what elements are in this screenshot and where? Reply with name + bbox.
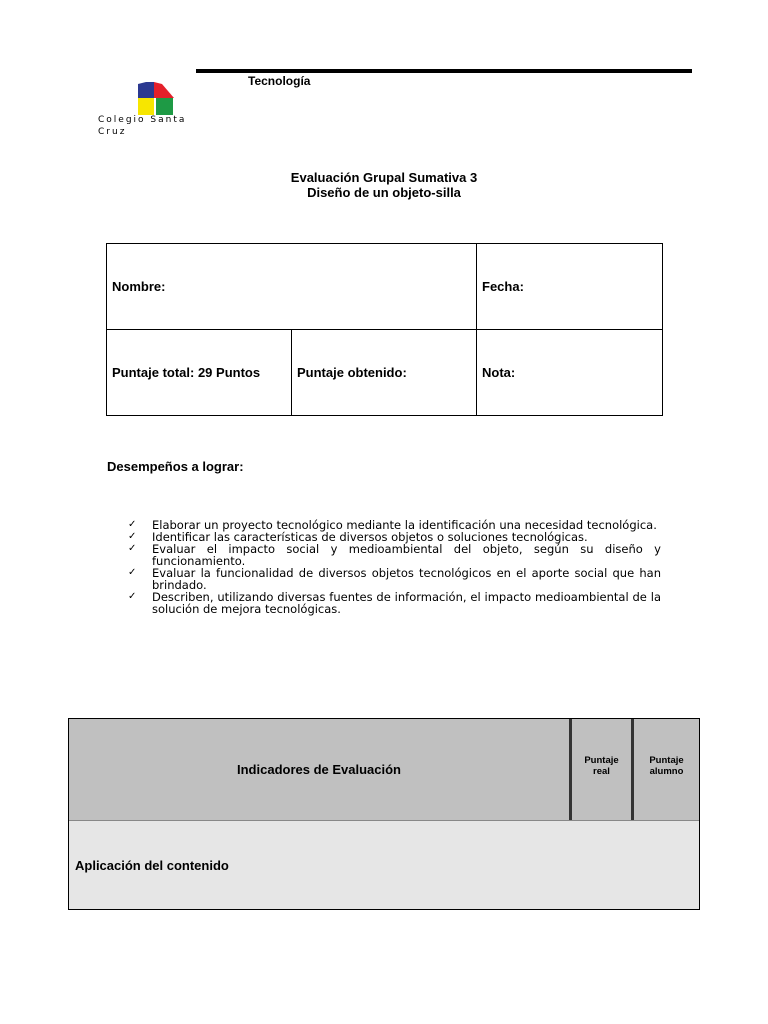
- indicadores-header: Indicadores de Evaluación: [69, 719, 572, 820]
- title-line-2: Diseño de un objeto-silla: [307, 185, 461, 200]
- table-row: [69, 820, 699, 909]
- school-caption: Colegio Santa Cruz: [98, 115, 187, 137]
- nota-cell[interactable]: Nota:: [477, 330, 663, 416]
- list-item: ✓ Identificar las características de diversos objetos o soluciones tecnológicas.: [128, 530, 588, 544]
- checkmark-icon: ✓: [128, 519, 137, 530]
- logo-roof-left: [138, 82, 146, 98]
- desempenos-title: Desempeños a lograr:: [107, 459, 244, 474]
- fecha-cell[interactable]: Fecha:: [477, 244, 663, 330]
- list-item: ✓ Evaluar el impacto social y medioambiental del objeto, según su diseño y funcionamiento.: [128, 542, 661, 568]
- student-info-table: [106, 243, 663, 416]
- desempenos-list: [128, 519, 661, 615]
- list-item: ✓ Evaluar la funcionalidad de diversos objetos tecnológicos en el aporte social que han brindado.: [128, 566, 661, 592]
- logo-yellow-block: [138, 98, 154, 115]
- puntaje-obtenido-cell[interactable]: Puntaje obtenido:: [292, 330, 477, 416]
- document-title: [0, 170, 768, 200]
- puntaje-total-cell: Puntaje total: 29 Puntos: [107, 330, 292, 416]
- evaluation-header-row: [69, 719, 699, 820]
- subject-title: Tecnología: [248, 74, 311, 88]
- nombre-cell[interactable]: Nombre:: [107, 244, 477, 330]
- checkmark-icon: ✓: [128, 543, 137, 554]
- checkmark-icon: ✓: [128, 567, 137, 578]
- title-line-1: Evaluación Grupal Sumativa 3: [290, 170, 478, 185]
- evaluation-table: [68, 718, 700, 910]
- aplicacion-contenido-cell: Aplicación del contenido: [69, 820, 699, 909]
- logo-roof-center: [146, 82, 154, 98]
- list-item: ✓ Elaborar un proyecto tecnológico mediante la identificación una necesidad tecnológica.: [128, 518, 657, 532]
- list-item: ✓ Describen, utilizando diversas fuentes de información, el impacto medioambiental de la solución de mejora tecnológicas.: [128, 590, 661, 616]
- checkmark-icon: ✓: [128, 531, 137, 542]
- checkmark-icon: ✓: [128, 591, 137, 602]
- puntaje-real-header: Puntaje real: [572, 719, 634, 820]
- header-rule: [196, 69, 692, 73]
- logo-roof-right: [154, 82, 174, 98]
- puntaje-alumno-header: Puntaje alumno: [634, 719, 699, 820]
- logo-green-block: [156, 98, 173, 115]
